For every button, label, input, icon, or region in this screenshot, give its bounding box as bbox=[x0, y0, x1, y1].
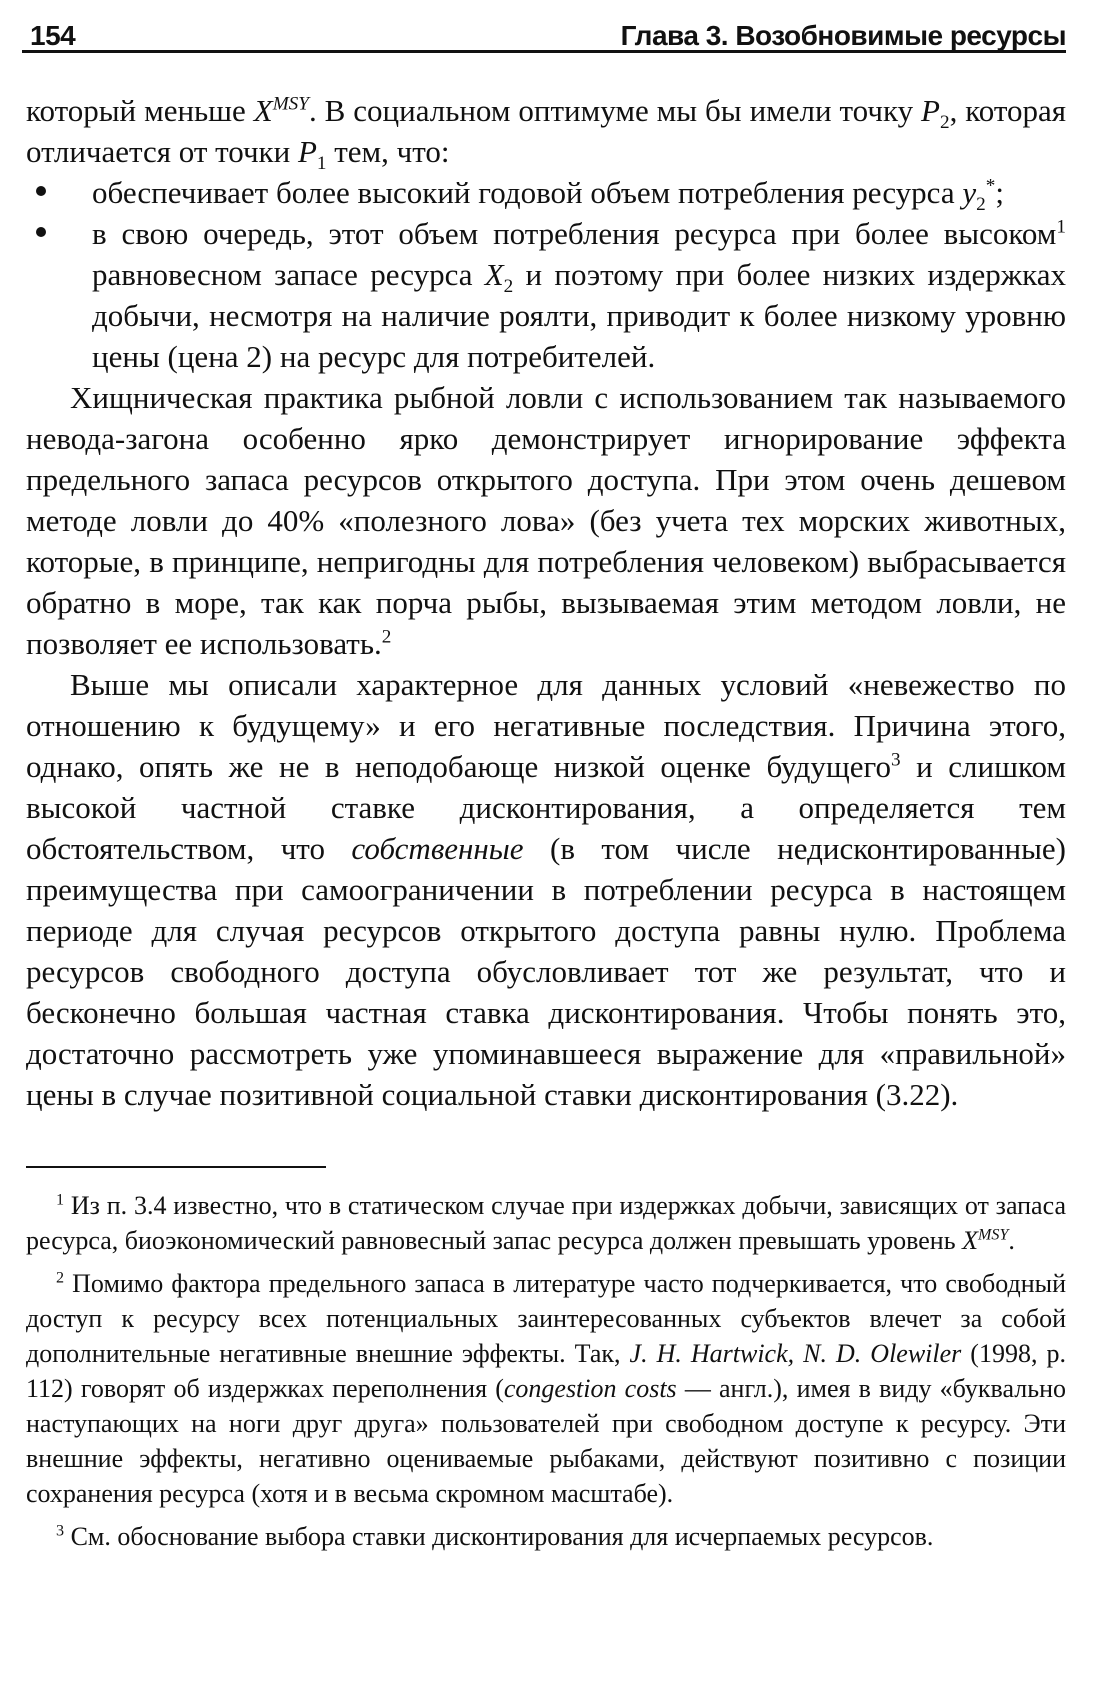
footnote-ref: 3 bbox=[890, 749, 901, 771]
footnote-authors: J. H. Hartwick, N. D. Olewiler bbox=[629, 1339, 962, 1368]
footnote-ref: 1 bbox=[1056, 216, 1066, 238]
bullet-list bbox=[26, 172, 1066, 377]
footnotes bbox=[26, 1188, 1066, 1562]
chapter-title: Глава 3. Возобновимые ресурсы bbox=[620, 20, 1066, 51]
bullet-dot-icon bbox=[36, 186, 46, 196]
footnote-2: $^2$ Помимо фактора предельного запаса в литературе часто подчеркивается, что свободный доступ к ресурсу всех потенциальных заинтересованных субъектов влечет за собой дополнительные негативные внешние эффекты. Так, J. H. Hartwick, N. D. Olewiler (1998, p. 112) говорят об издержках переполнения (congestion costs — англ.), имея в виду «буквально наступающих на ноги друг друга» пользователей при свободном доступе к ресурсу. Эти внешние эффекты, негативно оцениваемые рыбаками, действуют позитивно с позиции сохранения ресурса (хотя и в весьма скромном масштабе). bbox=[26, 1269, 1066, 1508]
bullet-item: в свою очередь, этот объем потребления ресурса при более высоком$^1$ равновесном запасе ресурса $X_2$ и поэтому при более низких издержках добычи, несмотря на наличие роялти, приводит к более низкому уровню цены (цена 2) на ресурс для потребителей. bbox=[26, 213, 1066, 377]
footnote-ref: 2 bbox=[381, 626, 392, 648]
intro-paragraph: который меньше $X^{MSY}$. В социальном оптимуме мы бы имели точку $P_2$, которая отличается от точки $P_1$ тем, что: bbox=[26, 93, 1066, 175]
footnote-3: $^3$ См. обоснование выбора ставки дисконтирования для исчерпаемых ресурсов. bbox=[56, 1522, 934, 1551]
point-p2: P bbox=[921, 93, 940, 128]
running-header bbox=[22, 18, 1066, 53]
x-msy-symbol: X bbox=[253, 93, 273, 128]
bullet-dot-icon bbox=[36, 227, 46, 237]
footnote-1: $^1$ Из п. 3.4 известно, что в статическом случае при издержках добычи, зависящих от запаса ресурса, биоэкономический равновесный запас ресурса должен превышать уровень $X^{MSY}$. bbox=[26, 1191, 1066, 1255]
bullet-item: обеспечивает более высокий годовой объем потребления ресурса $y_2^*$; bbox=[26, 172, 1066, 213]
footnote-divider bbox=[26, 1166, 326, 1168]
paragraph-ignorance: Выше мы описали характерное для данных условий «невежество по отношению к будущему» и его негативные последствия. Причина этого, однако, опять же не в неподобающе низкой оценке будущего$^3$ и слишком высокой частной ставке дисконтирования, а определяется тем обстоятельством, что собственные (в том числе недисконтированные) преимущества при самоограничении в потреблении ресурса в настоящем периоде для случая ресурсов открытого доступа равны нулю. Проблема ресурсов свободного доступа обусловливает тот же результат, что и бесконечно большая частная ставка дисконтирования. Чтобы понять это, достаточно рассмотреть уже упоминавшееся выражение для «правильной» цены в случае позитивной социальной ставки дисконтирования (3.22). bbox=[26, 667, 1066, 1112]
main-text bbox=[26, 90, 1066, 1115]
point-p1: P bbox=[297, 134, 317, 169]
page-number: 154 bbox=[30, 20, 76, 51]
paragraph-fishing: Хищническая практика рыбной ловли с использованием так называемого невода-загона особенно ярко демонстрирует игнорирование эффекта предельного запаса ресурсов открытого доступа. При этом очень дешевом методе ловли до 40% «полезного лова» (без учета тех морских животных, которые, в принципе, непригодны для потребления человеком) выбрасывается обратно в море, так как порча рыбы, вызываемая этим методом ловли, не позволяет ее использовать.$^2$ bbox=[26, 380, 1066, 661]
